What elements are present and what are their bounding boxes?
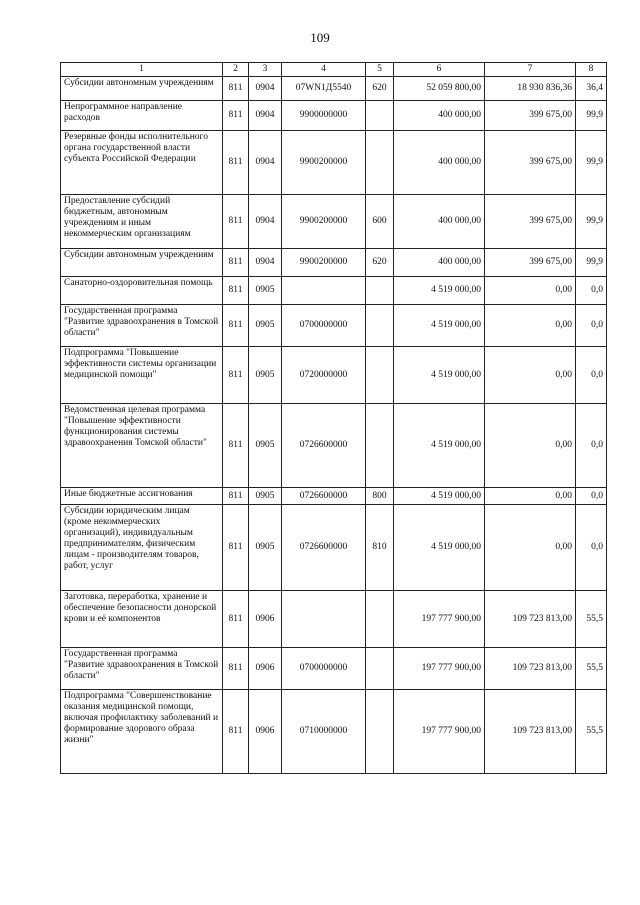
row-razdel: 0904 [249,249,282,277]
row-fact: 399 675,00 [485,101,576,131]
row-fact: 399 675,00 [485,195,576,249]
row-razdel: 0906 [249,690,282,774]
row-vr [366,690,394,774]
table-row [61,101,607,131]
row-name: Ведомственная целевая программа "Повышение эффективности функционирования системы здравоохранения Томской области" [61,404,223,488]
row-razdel: 0905 [249,404,282,488]
row-csr [282,591,366,648]
row-csr: 9900200000 [282,131,366,195]
table-row [61,249,607,277]
row-razdel: 0905 [249,488,282,505]
row-plan: 4 519 000,00 [394,404,485,488]
row-csr: 0710000000 [282,690,366,774]
row-fact: 0,00 [485,404,576,488]
row-name: Государственная программа "Развитие здравоохранения в Томской области" [61,648,223,690]
row-razdel: 0906 [249,591,282,648]
budget-table [60,62,607,774]
row-plan: 4 519 000,00 [394,305,485,347]
row-vr: 800 [366,488,394,505]
column-header: 2 [223,63,249,77]
table-row [61,591,607,648]
row-fact: 109 723 813,00 [485,591,576,648]
row-razdel: 0904 [249,77,282,101]
row-ved: 811 [223,249,249,277]
row-plan: 4 519 000,00 [394,488,485,505]
row-plan: 400 000,00 [394,195,485,249]
row-vr: 620 [366,249,394,277]
row-name: Субсидии автономным учреждениям [61,249,223,277]
row-vr [366,277,394,305]
row-pct: 0,0 [576,488,607,505]
row-plan: 52 059 800,00 [394,77,485,101]
row-fact: 0,00 [485,277,576,305]
row-csr: 07WN1Д5540 [282,77,366,101]
row-csr: 0726600000 [282,488,366,505]
row-name: Субсидии автономным учреждениям [61,77,223,101]
column-header: 6 [394,63,485,77]
row-vr: 620 [366,77,394,101]
row-pct: 99,9 [576,131,607,195]
row-ved: 811 [223,488,249,505]
row-ved: 811 [223,131,249,195]
row-name: Резервные фонды исполнительного органа государственной власти субъекта Российской Федерации [61,131,223,195]
table-row [61,131,607,195]
row-pct: 0,0 [576,347,607,404]
row-razdel: 0904 [249,195,282,249]
row-pct: 0,0 [576,277,607,305]
row-plan: 197 777 900,00 [394,591,485,648]
table-row [61,195,607,249]
row-ved: 811 [223,505,249,591]
row-pct: 0,0 [576,404,607,488]
row-fact: 399 675,00 [485,249,576,277]
row-fact: 109 723 813,00 [485,690,576,774]
row-csr [282,277,366,305]
row-ved: 811 [223,347,249,404]
row-fact: 0,00 [485,505,576,591]
row-ved: 811 [223,77,249,101]
column-header: 1 [61,63,223,77]
row-pct: 0,0 [576,505,607,591]
row-razdel: 0905 [249,505,282,591]
row-csr: 9900200000 [282,249,366,277]
row-ved: 811 [223,101,249,131]
row-pct: 55,5 [576,690,607,774]
row-name: Санаторно-оздоровительная помощь [61,277,223,305]
table-row [61,277,607,305]
row-pct: 55,5 [576,591,607,648]
row-razdel: 0905 [249,277,282,305]
column-header: 5 [366,63,394,77]
row-fact: 399 675,00 [485,131,576,195]
row-vr [366,591,394,648]
row-razdel: 0906 [249,648,282,690]
row-plan: 400 000,00 [394,101,485,131]
row-fact: 0,00 [485,347,576,404]
row-fact: 0,00 [485,488,576,505]
row-name: Субсидии юридическим лицам (кроме некоммерческих организаций), индивидуальным предпринимателям, физическим лицам - производителям товаров, работ, услуг [61,505,223,591]
row-pct: 36,4 [576,77,607,101]
row-name: Иные бюджетные ассигнования [61,488,223,505]
row-plan: 4 519 000,00 [394,277,485,305]
row-name: Государственная программа "Развитие здравоохранения в Томской области" [61,305,223,347]
row-vr: 810 [366,505,394,591]
row-plan: 400 000,00 [394,249,485,277]
row-razdel: 0905 [249,347,282,404]
column-header: 3 [249,63,282,77]
page-number: 109 [310,30,330,45]
row-csr: 0726600000 [282,505,366,591]
table-row [61,305,607,347]
row-vr [366,404,394,488]
row-ved: 811 [223,305,249,347]
column-header: 8 [576,63,607,77]
row-pct: 99,9 [576,101,607,131]
row-ved: 811 [223,277,249,305]
table-row [61,690,607,774]
row-fact: 0,00 [485,305,576,347]
row-vr [366,101,394,131]
row-csr: 9900200000 [282,195,366,249]
row-csr: 0700000000 [282,648,366,690]
table-row [61,347,607,404]
row-csr: 9900000000 [282,101,366,131]
row-name: Предоставление субсидий бюджетным, автономным учреждениям и иным некоммерческим организациям [61,195,223,249]
row-fact: 18 930 836,36 [485,77,576,101]
row-ved: 811 [223,690,249,774]
column-header: 7 [485,63,576,77]
table-row [61,648,607,690]
row-csr: 0726600000 [282,404,366,488]
row-name: Заготовка, переработка, хранение и обеспечение безопасности донорской крови и её компонентов [61,591,223,648]
row-vr [366,305,394,347]
row-name: Непрограммное направление расходов [61,101,223,131]
row-plan: 197 777 900,00 [394,690,485,774]
row-vr [366,347,394,404]
row-csr: 0700000000 [282,305,366,347]
row-plan: 197 777 900,00 [394,648,485,690]
table-header-row [61,63,607,77]
row-ved: 811 [223,648,249,690]
column-header: 4 [282,63,366,77]
table-row [61,404,607,488]
row-fact: 109 723 813,00 [485,648,576,690]
row-pct: 0,0 [576,305,607,347]
table-row [61,505,607,591]
row-name: Подпрограмма "Совершенствование оказания медицинской помощи, включая профилактику заболеваний и формирование здорового образа жизни" [61,690,223,774]
budget-table-body [61,63,607,774]
row-plan: 400 000,00 [394,131,485,195]
table-row [61,77,607,101]
row-vr [366,648,394,690]
row-ved: 811 [223,591,249,648]
row-ved: 811 [223,195,249,249]
row-pct: 55,5 [576,648,607,690]
row-csr: 0720000000 [282,347,366,404]
row-plan: 4 519 000,00 [394,347,485,404]
row-pct: 99,9 [576,249,607,277]
row-razdel: 0904 [249,131,282,195]
row-razdel: 0905 [249,305,282,347]
row-plan: 4 519 000,00 [394,505,485,591]
row-pct: 99,9 [576,195,607,249]
row-vr: 600 [366,195,394,249]
row-ved: 811 [223,404,249,488]
table-row [61,488,607,505]
row-name: Подпрограмма "Повышение эффективности системы организации медицинской помощи" [61,347,223,404]
row-vr [366,131,394,195]
row-razdel: 0904 [249,101,282,131]
